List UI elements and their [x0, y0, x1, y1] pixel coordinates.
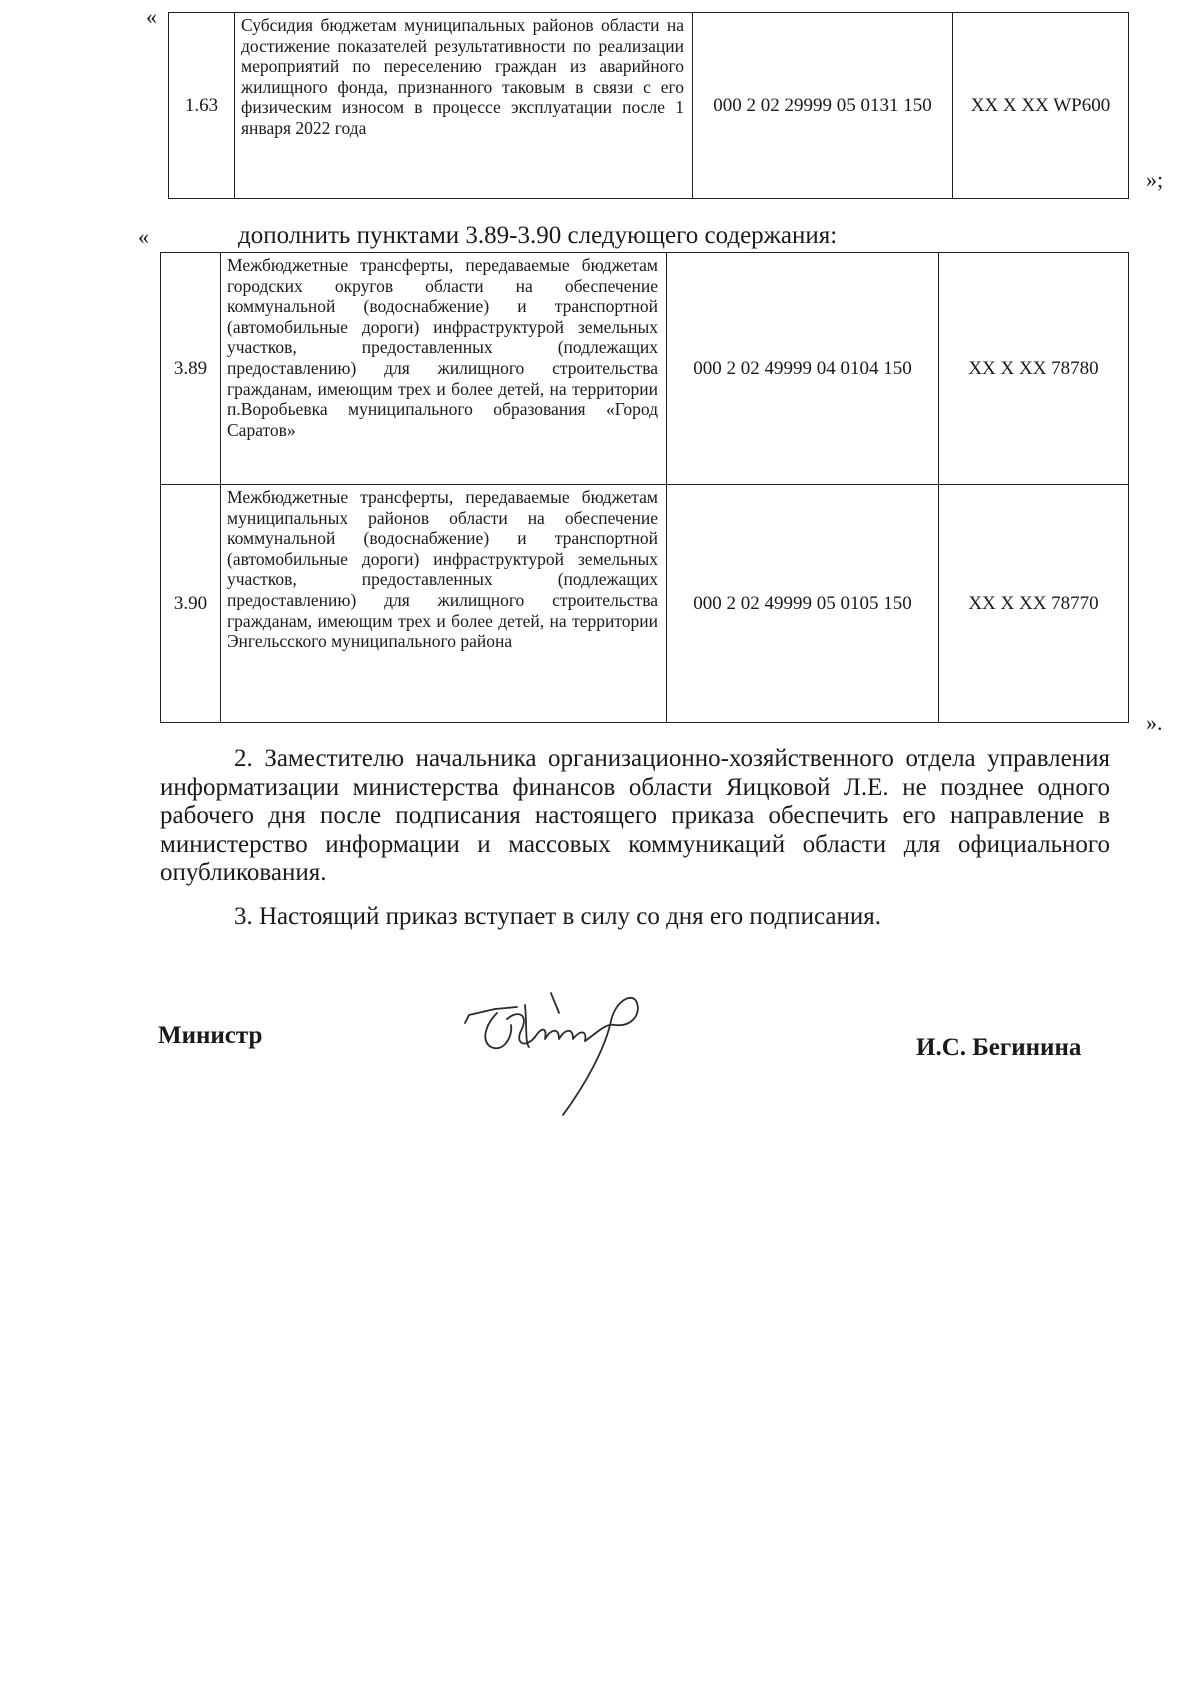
handwritten-signature: [455, 985, 695, 1125]
paragraph-3: 3. Настоящий приказ вступает в силу со дня его подписания.: [234, 903, 882, 930]
row-number: 3.89: [161, 253, 221, 485]
row-description: Субсидия бюджетам муниципальных районов области на достижение показателей результативности по реализации мероприятий по переселению граждан из аварийного жилищного фонда, признанного таковым в связи с его физическим износом в процессе эксплуатации после 1 января 2022 года: [235, 13, 693, 199]
target-article-code: XX X XX 78770: [939, 485, 1129, 723]
signatory-title: Министр: [158, 1022, 263, 1049]
close-quote-top: »;: [1146, 167, 1164, 192]
paragraph-2: 2. Заместителю начальника организационно-хозяйственного отдела управления информатизации министерства финансов области Яицковой Л.Е. не позднее одного рабочего дня после подписания настоящего приказа обеспечить его направление в министерство информации и массовых коммуникаций области для официального опубликования.: [160, 745, 1110, 886]
target-article-code: XX X XX 78780: [939, 253, 1129, 485]
section-heading: дополнить пунктами 3.89-3.90 следующего содержания:: [238, 222, 838, 249]
table-row: [161, 253, 1129, 485]
table-row: [169, 13, 1129, 199]
target-article-code: XX X XX WP600: [953, 13, 1129, 199]
close-quote-bottom: ».: [1146, 710, 1163, 735]
open-quote-top: «: [146, 4, 157, 29]
budget-classification-code: 000 2 02 29999 05 0131 150: [693, 13, 953, 199]
table-bottom: [160, 252, 1129, 723]
row-description: Межбюджетные трансферты, передаваемые бюджетам муниципальных районов области на обеспечение коммунальной (водоснабжение) и транспортной (автомобильные дороги) инфраструктурой земельных участков, предоставленных (подлежащих предоставлению) для жилищного строительства гражданам, имеющим трех и более детей, на территории Энгельсского муниципального района: [221, 485, 667, 723]
row-description: Межбюджетные трансферты, передаваемые бюджетам городских округов области на обеспечение коммунальной (водоснабжение) и транспортной (автомобильные дороги) инфраструктурой земельных участков, предоставленных (подлежащих предоставлению) для жилищного строительства гражданам, имеющим трех и более детей, на территории п.Воробьевка муниципального образования «Город Саратов»: [221, 253, 667, 485]
table-row: [161, 485, 1129, 723]
budget-classification-code: 000 2 02 49999 04 0104 150: [667, 253, 939, 485]
budget-classification-code: 000 2 02 49999 05 0105 150: [667, 485, 939, 723]
row-number: 3.90: [161, 485, 221, 723]
signatory-name: И.С. Бегинина: [916, 1034, 1082, 1061]
row-number: 1.63: [169, 13, 235, 199]
table-top: [168, 12, 1129, 199]
open-quote-bottom: «: [138, 224, 149, 249]
